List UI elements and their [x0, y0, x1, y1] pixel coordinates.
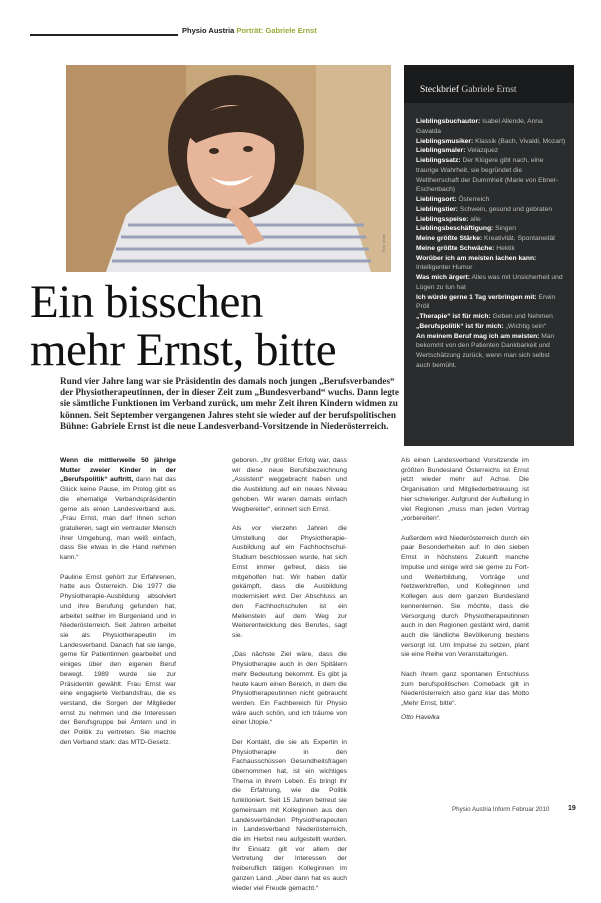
sidebar-title — [420, 85, 517, 95]
sidebar-item — [416, 215, 566, 225]
sidebar-value: Alles was mit Unsicherheit und Lügen zu tun hat — [416, 274, 563, 291]
sidebar-body — [416, 117, 566, 371]
header-subtitle: Porträt: Gabriele Ernst — [236, 26, 317, 35]
sidebar-item — [416, 195, 566, 205]
body-column-1 — [60, 456, 176, 757]
sidebar-item — [416, 332, 566, 371]
paragraph: „Das nächste Ziel wäre, dass die Physiotherapie auch in den Spitälern mehr Bedeutung bekommt. Es gibt ja heute kaum einen Bereich, in dem die Physiotherapeutinnen nicht gebraucht werden. Ein Fachbereich für Physio wäre auch schön, und ich träume von einer Utopie.“ — [232, 651, 347, 727]
sidebar-label: Lieblingsmusiker: — [416, 137, 474, 145]
sidebar-heading: Steckbrief — [420, 85, 460, 95]
sidebar-item — [416, 156, 566, 195]
sidebar-label: Was mich ärgert: — [416, 274, 471, 281]
sidebar-value: Schwein, gesund und gebraten — [458, 205, 553, 213]
sidebar-item — [416, 244, 566, 254]
page-number: 19 — [568, 805, 576, 812]
footer-publication: Physio Austria Inform Februar 2010 — [452, 806, 550, 813]
sidebar-value: alle — [468, 215, 481, 223]
portrait-illustration — [66, 65, 391, 272]
sidebar-label: Lieblingssatz: — [416, 157, 461, 164]
sidebar-label: Lieblingsbeschäftigung: — [416, 225, 494, 233]
body-column-2 — [232, 456, 347, 903]
paragraph-text: dann hat das Glück keine Pause, im Prolog gibt es die ehemalige Verbandspräsidentin gerne als einen Landesverband aus. „Frau Ernst, man darf Ihnen schon gratulieren, sagt ein vertrauter Mensch ihrer Umgebung, man weiß einfach, dass Sie etwas in die Hand nehmen kann.“ — [60, 476, 176, 562]
title-line-1: Ein bisschen — [30, 276, 263, 328]
body-column-3 — [401, 456, 529, 732]
sidebar-label: Ich würde gerne 1 Tag verbringen mit: — [416, 293, 537, 301]
paragraph: geboren. „Ihr größter Erfolg war, dass wir diese neue Berufsbezeichnung „Assistent“ weggebracht haben und die Ausbildung auf ein neues Niveau gehoben. Wir waren damals einfach Wegbereiter“, erinnert sich Ernst. — [232, 457, 347, 513]
sidebar-label: Lieblingsort: — [416, 196, 457, 203]
paragraph-intro: Wenn die mittlerweile 50 jährige Mutter zweier Kinder in der „Berufspolitik“ auftritt, — [60, 457, 176, 484]
sidebar-label: An meinem Beruf mag ich am meisten: — [416, 332, 540, 340]
paragraph — [60, 456, 176, 563]
portrait-photo — [66, 65, 391, 272]
sidebar-name: Gabriele Ernst — [461, 85, 517, 95]
sidebar-item — [416, 312, 566, 322]
title-line-2: mehr Ernst, bitte — [30, 324, 337, 376]
running-header — [182, 26, 317, 35]
sidebar-value: Intelligenter Humor — [416, 264, 473, 272]
paragraph: Als vor vierzehn Jahren die Umstellung der Physiotherapie-Ausbildung auf ein Fachhochschul-Studium beschlossen wurde, hat sich Ernst immer gefreut, dass sie mitgeholfen hat. Wir haben dafür gekämpft, dass die Ausbildung modernisiert wird. Der Abschluss an den Fachhochschulen ist ein Meilenstein auf dem Weg zur Weiterentwicklung des Berufes, sagt sie. — [232, 525, 347, 639]
sidebar-item — [416, 117, 566, 137]
sidebar-value: Isabel Allende, Anna Gavalda — [416, 118, 543, 135]
sidebar-value: Velazquez — [465, 147, 499, 155]
paragraph: Als einen Landesverband Vorsitzende im größten Bundesland Österreichs ist Ernst jetzt wieder mehr auf Achse. Die Organisation und Mitgliederbetreuung ist hier schwieriger. Aufgrund der Aufteilung in viel Regionen „muss man jeden Vortrag „vorbereiten“. — [401, 457, 529, 523]
sidebar-label: Lieblingsmaler: — [416, 147, 466, 155]
sidebar-value: Man bekommt von den Patienten Dankbarkeit und Wertschätzung zurück, wenn man sich selbst auch bemüht. — [416, 332, 555, 369]
sidebar-value: Erwin Pröll — [416, 293, 556, 311]
sidebar-item — [416, 254, 566, 274]
sidebar-item — [416, 137, 566, 147]
paragraph: Nach ihrem ganz spontanen Entschluss zum berufspolitischen Comeback gilt in Niederösterreich also ganz klar das Motto „Mehr Ernst, bitte“. — [401, 670, 529, 707]
header-section: Physio Austria — [182, 26, 235, 35]
header-rule — [30, 34, 178, 36]
sidebar-item — [416, 293, 566, 313]
sidebar-value: Hektik — [494, 244, 515, 252]
sidebar-value: Österreich — [456, 196, 490, 203]
profile-sidebar — [404, 65, 574, 446]
sidebar-label: Lieblingsspeise: — [416, 215, 469, 223]
sidebar-value: Der Klügere gibt nach, eine traurige Wahrheit, sie begründet die Weltherrschaft der Dummheit (Marie von Ebner-Eschenbach) — [416, 157, 559, 194]
sidebar-label: „Berufspolitik“ ist für mich: — [416, 322, 504, 330]
sidebar-value: Geben und Nehmen — [490, 313, 553, 320]
sidebar-label: Meine größte Stärke: — [416, 235, 483, 242]
sidebar-value: Kreativität, Spontaneität — [482, 235, 556, 242]
sidebar-item — [416, 146, 566, 156]
article-title — [30, 278, 400, 374]
sidebar-label: „Therapie“ ist für mich: — [416, 313, 491, 320]
sidebar-value: Klassik (Bach, Vivaldi, Mozart) — [473, 137, 566, 145]
sidebar-item — [416, 322, 566, 332]
sidebar-item — [416, 224, 566, 234]
sidebar-value: „Wichtig sein“ — [503, 322, 547, 330]
sidebar-header — [404, 65, 574, 103]
sidebar-label: Meine größte Schwäche: — [416, 244, 495, 252]
sidebar-item — [416, 234, 566, 244]
paragraph: Pauline Ernst gehört zur Erfahrenen, hatte aus Österreich. Die 1977 die Physiotherapie-Ausbildung absolviert und ihre Berufung gefunden hat, arbeitet seither im Burgenland und in Niederösterreich. Seit Jahren arbeitet sie als Physiotherapeutin im Landesverband. Danach hat sie lange, gerne für Patientinnen gearbeitet und einiges über den eigenen Beruf bewegt. 1989 wurde sie zur Präsidentin gewählt. Frau Ernst war eine engagierte Verbandsfrau, die es verstand, die Sorgen der Mitglieder ernst zu nehmen und die Interessen der Berufsgruppe bei Ämtern und in der Politik zu vertreten. Sie machte den Verband stark: das MTD-Gesetz. — [60, 573, 176, 746]
paragraph: Der Kontakt, die sie als Expertin in Physiotherapie in den Fachausschüssen Gesundheitsfragen übernommen hat, ist ein wichtiges Thema in ihrem Leben. Es bringt ihr die Erfahrung, wie die Politik funktioniert. Seit 15 Jahren betreut sie gemeinsam mit Kolleginnen aus den Landesverbänden Physiotherapeuten in Landesverband Niederösterreich, die im Herbst neu aufgestellt wurden. Ihr Einsatz gilt vor allem der Vertretung der Interessen der freiberuflich tätigen Kolleginnen im ganzen Land. „Aber dann hat es auch wieder viel Freude gemacht.“ — [232, 738, 347, 892]
paragraph: Außerdem wird Niederösterreich durch ein paar Besonderheiten auf: In den sieben Ernst in höchstens Zukunft manche Impulse und einige wird sie gerne zu Fort- und Weiterbildung, Vorträge und Netzwerktreffen, und Kolleginnen und Kollegen aus dem ganzen Bundesland kennenlernen. Sie möchte, dass die Versorgung durch Physiotherapeutinnen auch in den Regionen gestärkt wird, damit auch die ländliche Bevölkerung bestens versorgt ist. Um Impulse zu setzen, plant sie eine Reihe von Veranstaltungen. — [401, 534, 529, 659]
sidebar-label: Lieblingsbuchautor: — [416, 118, 481, 125]
author-byline: Otto Havelka — [401, 713, 440, 721]
sidebar-label: Worüber ich am meisten lachen kann: — [416, 254, 537, 262]
sidebar-item — [416, 205, 566, 215]
sidebar-item — [416, 273, 566, 293]
sidebar-value: Singen — [493, 225, 516, 233]
article-lead: Rund vier Jahre lang war sie Präsidentin des damals noch jungen „Berufsverbandes“ der Physiotherapeutinnen, der in dieser Zeit zum „Bundesverband“ wuchs. Dann legte sie sämtliche Funktionen im Verband zurück, um mehr Zeit ihren Kindern widmen zu können. Seit September vergangenen Jahres steht sie wieder auf der berufspolitischen Bühne: Gabriele Ernst ist die neue Landesverband-Vorsitzende in Niederösterreich. — [60, 376, 399, 431]
sidebar-label: Lieblingstier: — [416, 205, 458, 213]
photo-credit: Foto: privat — [382, 234, 386, 252]
